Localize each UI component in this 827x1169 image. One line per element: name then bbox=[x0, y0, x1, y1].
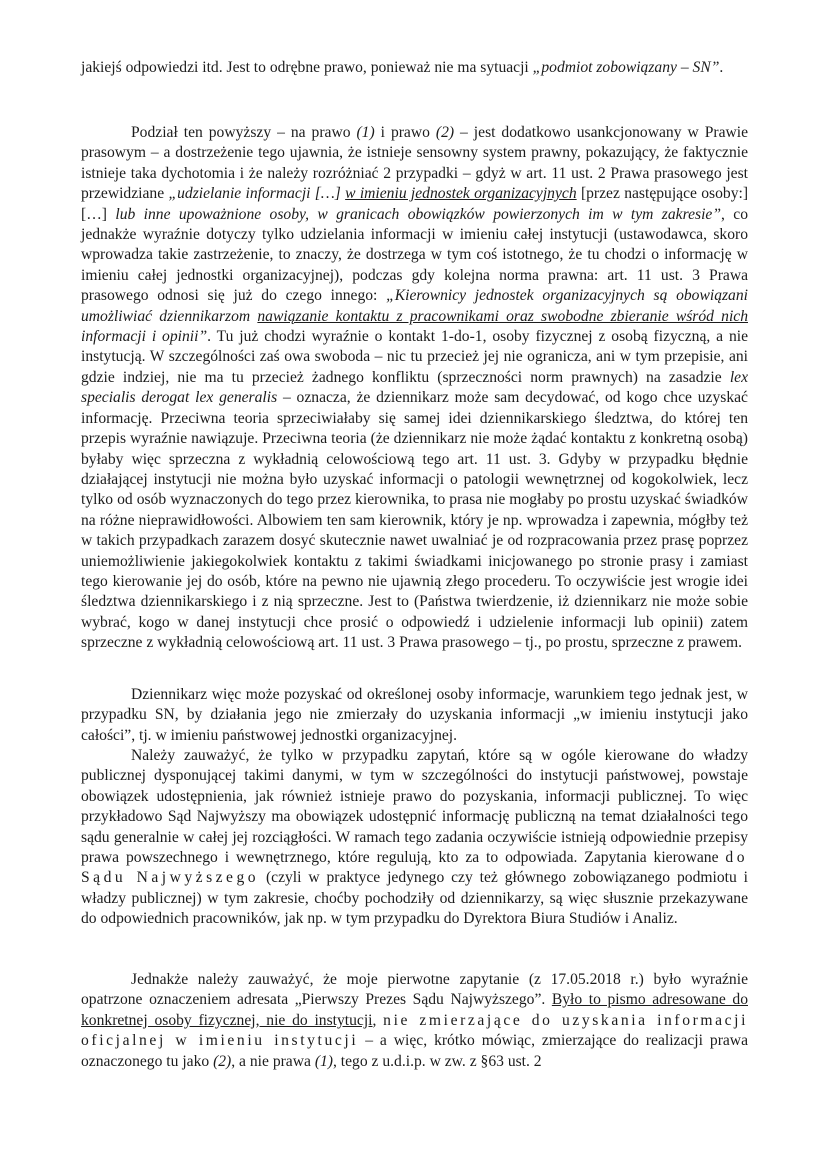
italic-quote: ” bbox=[712, 205, 722, 223]
italic-quote: obowiązków powierzonych im w tym zakresie bbox=[407, 205, 713, 223]
paragraph-division-of-rights bbox=[81, 123, 748, 654]
text-run: – jest dodatkowo usankcjonowany w Prawie prasowym – a dostrzeżenie tego ujawnia, że istnieje sensowny system prawny, pokazujący, że faktycznie istnieje taka dychotomia i że należy rozróżniać 2 przypadki – gdyż w art. 11 ust. 2 Prawa prasowego jest przewidziane bbox=[81, 124, 748, 203]
italic-quote: informacji i opinii” bbox=[81, 328, 208, 346]
spaced-text: nie zmierzające do uzyskania informacji oficjalnej w imieniu instytucji bbox=[81, 1011, 749, 1050]
underlined-text: Było to pismo adresowane do konkretnej osoby fizycznej, nie do instytucji bbox=[81, 991, 748, 1029]
text-run: , co jednakże wyraźnie dotyczy tylko udzielania informacji w imieniu całej instytucji (ustawodawca, skoro wprowadza takie zastrzeżenie, to znaczy, że dostrzega w tym coś istotnego, że tu chodzi o informację w imieniu całej jednostki organizacyjnej), podczas gdy kolejna norma prawna: art. 11 ust. 3 Prawa prasowego odnosi się już do czego innego: bbox=[81, 205, 749, 305]
underlined-quote: w imieniu jednostek organizacyjnych bbox=[345, 185, 577, 203]
italic-quote: „udzielanie informacji […] bbox=[168, 185, 346, 203]
text-run: – oznacza, że dziennikarz może sam decydować, od kogo chce uzyskać informację. Przeciwna teoria sprzeciwiałaby się samej idei dziennikarskiego śledztwa, do której ten przepis wyraźnie nawiązuje. Przeciwna teoria (że dziennikarz nie może żądać kontaktu z konkretną osobą) byłaby więc sprzeczna z wykładnią celowościową tego art. 11 ust. 3. Gdyby w przypadku błędnie działającej instytucji nie można było uzyskać informacji o patologii wewnętrznej od kogokolwiek, lecz tylko od osób wyznaczonych do tego przez kierownika, to prasa nie mogłaby po prostu uzyskać świadków na różne nieprawidłowości. Albowiem ten sam kierownik, który je np. wprowadza i zapewnia, mógłby też w takich przypadkach zarazem dosyć skutecznie nawet uwalniać je od rozpracowania przez prasę poprzez uniemożliwienie jakiegokolwiek kontaktu z takimi świadkami inicjowanego po stronie prasy i zamiast tego kierowanie jej do osób, które na pewno nie ujawnią złego procederu. To oczywiście jest wrogie idei śledztwa dziennikarskiego i z nią sprzeczne. Jest to (Państwa twierdzenie, iż dziennikarz nie może sobie wybrać, kogo w danej instytucji chce prosić o odpowiedź i udzielenie informacji lub opinii) zatem sprzeczne z wykładnią celowościową art. 11 ust. 3 Prawa prasowego – tj., po prostu, sprzeczne z prawem. bbox=[81, 389, 748, 652]
italic-quote: „Kierownicy jednostek organizacyjnych są obowiązani umożliwiać dziennikarzom bbox=[81, 287, 748, 325]
text-run: [przez następujące osoby:] […] bbox=[81, 185, 749, 223]
paragraph-original-request bbox=[81, 970, 748, 1072]
text-run: . Tu już chodzi wyraźnie o kontakt 1-do-1, osoby fizycznej z osobą fizyczną, a nie instytucją. W szczególności zaś owa swoboda – nic tu przecież jej nie ogranicza, ani w tym przepisie, ani gdzie indziej, nie ma tu przecież żadnego konfliktu (sprzeczności norm prawnych) na zasadzie bbox=[81, 328, 748, 386]
paragraph-journalist bbox=[81, 685, 748, 746]
text-run: Należy zauważyć, że tylko w przypadku zapytań, które są w ogóle kierowane do władzy publicznej dysponującej takimi danymi, w tym w szczególności do instytucji państwowej, powstaje obowiązek udostępnienia, jak również istnieje prawo do pozyskania, informacji publicznej. To więc przykładowo Sąd Najwyższy ma obowiązek udostępnić informację publiczną na temat działalności tego sądu generalnie w całej jej rozciągłości. W ramach tego zadania oczywiście istnieją odpowiednie przepisy prawa powszechnego i wewnętrznego, które regulują, kto za to odpowiada. Zapytania kierowane bbox=[81, 747, 748, 867]
text-run: Podział ten powyższy – na prawo bbox=[131, 124, 357, 141]
italic-latin: lex specialis derogat lex generalis bbox=[81, 368, 748, 407]
text-run: , tego z u.d.i.p. w zw. z §63 ust. 2 bbox=[333, 1052, 542, 1070]
underlined-quote: nawiązanie kontaktu z pracownikami oraz swobodne zbieranie wśród nich bbox=[257, 307, 748, 325]
text-run: (czyli w praktyce jedynego czy też głównego zobowiązanego podmiotu i władzy publicznej) w tym zakresie, choćby pochodziły od dziennikarzy, są więc słusznie przekazywane do odpowiednich pracowników, jak np. w tym przypadku do Dyrektora Biura Studiów i Analiz. bbox=[81, 869, 748, 928]
text-run: jakiejś odpowiedzi itd. Jest to odrębne prawo, ponieważ nie ma sytuacji bbox=[81, 59, 533, 76]
text-run: Jednakże należy zauważyć, że moje pierwotne zapytanie (z 17.05.2018 r.) było wyraźnie opatrzone oznaczeniem adresata „Pierwszy Prezes Sądu Najwyższego”. bbox=[81, 971, 748, 1009]
italic-ref: (2) bbox=[435, 124, 455, 141]
text-run: – a więc, krótko mówiąc, zmierzające do realizacji prawa oznaczonego tu jako bbox=[81, 1032, 748, 1070]
italic-ref: (2) bbox=[213, 1052, 232, 1070]
italic-quote: „podmiot zobowiązany – SN” bbox=[532, 59, 720, 76]
text-run: , a nie prawa bbox=[231, 1052, 315, 1070]
paragraph-continuation bbox=[81, 58, 748, 78]
text-run: i prawo bbox=[374, 124, 436, 141]
text-run: Dziennikarz więc może pozyskać od określonej osoby informacje, warunkiem tego jednak jest, w przypadku SN, by działania jego nie zmierzały do uzyskania informacji „w imieniu instytucji jako całości”, tj. w imieniu państwowej jednostki organizacyjnej. bbox=[81, 686, 748, 744]
italic-ref: (1) bbox=[356, 124, 375, 141]
text-run: . bbox=[719, 59, 724, 76]
text-run: , bbox=[372, 1011, 384, 1029]
spaced-text: do Sądu Najwyższego bbox=[81, 849, 748, 887]
italic-ref: (1) bbox=[314, 1052, 333, 1070]
paragraph-public-information bbox=[81, 746, 748, 930]
italic-quote: lub inne upoważnione osoby, w granicach bbox=[115, 205, 408, 223]
